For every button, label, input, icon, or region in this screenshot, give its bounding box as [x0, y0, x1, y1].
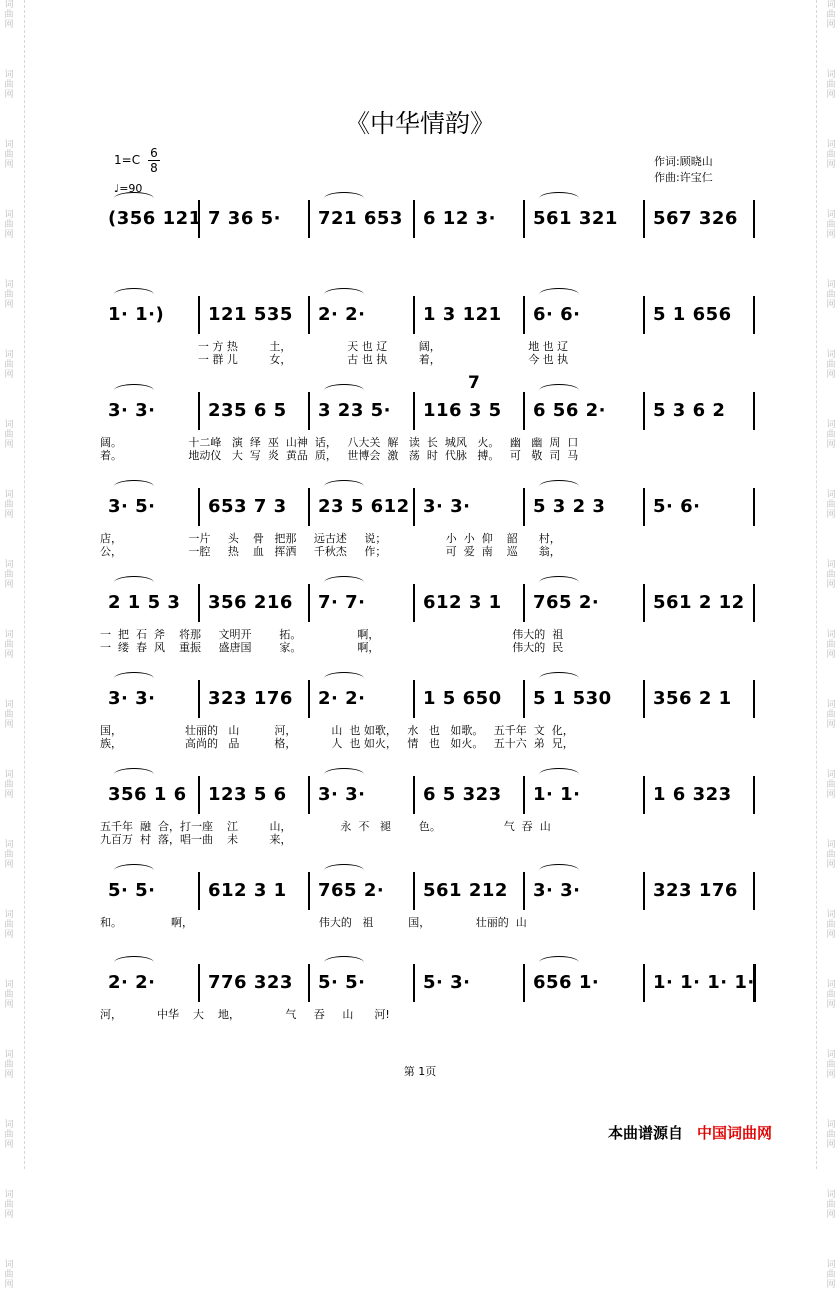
key-signature: 1=C — [114, 153, 141, 167]
slur-arc — [324, 956, 364, 969]
lyric-line: 和。 啊， 伟大的 祖 国， 壮丽的 山 — [100, 916, 527, 929]
time-signature — [148, 146, 160, 175]
slur-arc — [539, 192, 579, 205]
right-page-edge — [816, 0, 817, 1169]
slur-arc — [324, 864, 364, 877]
slur-arc — [114, 192, 154, 205]
measure-notes: 765 2· — [318, 880, 385, 901]
barline — [413, 776, 415, 814]
measure-notes: 1 5 650 — [423, 688, 502, 709]
barline — [753, 392, 755, 430]
slur-arc — [539, 480, 579, 493]
measure-notes: 2 1 5 3 — [108, 592, 181, 613]
watermark-left: 词 曲 网 词 曲 网 词 曲 网 词 曲 网 词 曲 网 词 曲 网 词 曲 网 词 曲 网 词 曲 网 词 曲 网 词 曲 网 词 曲 网 词 曲 网 词 曲 网 词 曲 网 词 曲 网 词 曲 网 词 曲 网 词 曲 网 — [4, 0, 14, 1290]
score-system — [100, 962, 755, 1042]
measure-notes: 3· 3· — [318, 784, 366, 805]
melody-line — [100, 774, 755, 814]
score-system — [100, 870, 755, 950]
measure-notes: 1· 1· — [533, 784, 581, 805]
barline — [523, 776, 525, 814]
barline — [198, 776, 200, 814]
barline — [643, 964, 645, 1002]
measure-notes: 2· 2· — [318, 304, 366, 325]
measure-notes: 5· 5· — [318, 972, 366, 993]
slur-arc — [324, 768, 364, 781]
score-system — [100, 582, 755, 662]
composer-credit: 作曲:许宝仁 — [654, 171, 713, 184]
melody-line — [100, 294, 755, 334]
measure-notes: 2· 2· — [108, 972, 156, 993]
measure-notes: 6 5 323 — [423, 784, 502, 805]
barline — [308, 584, 310, 622]
barline — [413, 200, 415, 238]
measure-notes: 612 3 1 — [208, 880, 287, 901]
measure-notes: 123 5 6 — [208, 784, 287, 805]
melody-line — [100, 486, 755, 526]
barline — [413, 872, 415, 910]
barline — [308, 296, 310, 334]
tempo-marking: ♩=90 — [114, 182, 143, 195]
score-system — [100, 390, 755, 470]
time-sig-bottom: 8 — [150, 161, 158, 175]
measure-notes: 3· 3· — [108, 688, 156, 709]
barline — [198, 964, 200, 1002]
barline — [753, 296, 755, 334]
measure-notes: 5· 6· — [653, 496, 701, 517]
barline — [523, 872, 525, 910]
barline — [308, 392, 310, 430]
measure-notes: 3· 5· — [108, 496, 156, 517]
measure-notes: 121 535 — [208, 304, 293, 325]
slur-arc — [539, 672, 579, 685]
score-system — [100, 678, 755, 758]
barline — [753, 200, 755, 238]
slur-arc — [539, 384, 579, 397]
barline — [413, 392, 415, 430]
barline — [198, 680, 200, 718]
measure-notes: 567 326 — [653, 208, 738, 229]
extra-mark-seven: 7 — [468, 373, 480, 393]
barline — [308, 872, 310, 910]
slur-arc — [114, 956, 154, 969]
slur-arc — [324, 576, 364, 589]
barline — [198, 872, 200, 910]
barline — [643, 200, 645, 238]
measure-notes: 561 321 — [533, 208, 618, 229]
source-site: 中国词曲网 — [697, 1124, 773, 1142]
melody-line — [100, 390, 755, 430]
lyric-line: 一 把 石 斧 将那 文明开 拓。 啊， 伟大的 祖 — [100, 628, 564, 641]
melody-line — [100, 198, 755, 238]
measure-notes: 776 323 — [208, 972, 293, 993]
measure-notes: 235 6 5 — [208, 400, 287, 421]
barline — [308, 964, 310, 1002]
lyricist-credit: 作词:顾晓山 — [654, 155, 713, 168]
barline — [753, 584, 755, 622]
measure-notes: 3· 3· — [423, 496, 471, 517]
barline — [643, 488, 645, 526]
slur-arc — [324, 192, 364, 205]
barline — [413, 488, 415, 526]
barline — [523, 200, 525, 238]
measure-notes: 6 56 2· — [533, 400, 606, 421]
barline — [523, 488, 525, 526]
barline — [643, 872, 645, 910]
barline — [643, 680, 645, 718]
lyric-line: 族， 高尚的 品 格， 人 也 如火， 情 也 如火。 五十六 弟 兄， — [100, 737, 574, 750]
barline — [643, 296, 645, 334]
slur-arc — [114, 576, 154, 589]
measure-notes: 5 1 530 — [533, 688, 612, 709]
measure-notes: 23 5 612 — [318, 496, 410, 517]
lyric-line: 店， 一片 头 骨 把那 远古述 说； 小 小 仰 韶 村， — [100, 532, 561, 545]
measure-notes: 6· 6· — [533, 304, 581, 325]
source-label: 本曲谱源自 — [608, 1124, 684, 1142]
measure-notes: 356 2 1 — [653, 688, 732, 709]
measure-notes: 7· 7· — [318, 592, 366, 613]
barline — [753, 680, 755, 718]
barline — [643, 584, 645, 622]
lyric-line: 一 缕 春 风 重振 盛唐国 家。 啊， 伟大的 民 — [100, 641, 564, 654]
measure-notes: 3· 3· — [108, 400, 156, 421]
measure-notes: 356 1 6 — [108, 784, 187, 805]
watermark-right: 词 曲 网 词 曲 网 词 曲 网 词 曲 网 词 曲 网 词 曲 网 词 曲 网 词 曲 网 词 曲 网 词 曲 网 词 曲 网 词 曲 网 词 曲 网 词 曲 网 词 曲 网 词 曲 网 词 曲 网 词 曲 网 词 曲 网 — [826, 0, 836, 1290]
slur-arc — [114, 288, 154, 301]
source-credit — [608, 1122, 772, 1143]
measure-notes: 765 2· — [533, 592, 600, 613]
slur-arc — [114, 768, 154, 781]
measure-notes: 5· 5· — [108, 880, 156, 901]
barline — [308, 776, 310, 814]
melody-line — [100, 678, 755, 718]
barline — [523, 296, 525, 334]
measure-notes: 653 7 3 — [208, 496, 287, 517]
lyric-line: 九百万 村 落，唱一曲 未 来， — [100, 833, 292, 846]
score-system — [100, 198, 755, 278]
barline — [523, 584, 525, 622]
barline — [753, 488, 755, 526]
left-page-edge — [24, 0, 25, 1169]
measure-notes: 7 36 5· — [208, 208, 281, 229]
score-system — [100, 294, 755, 374]
measure-notes: 323 176 — [208, 688, 293, 709]
melody-line — [100, 962, 755, 1002]
measure-notes: 561 212 — [423, 880, 508, 901]
lyric-line: 阔。 十二峰 演 绎 巫 山神 话， 八大关 解 读 长 城风 火。 幽 幽 周 口 — [100, 436, 579, 449]
measure-notes: 1 3 121 — [423, 304, 502, 325]
barline — [198, 488, 200, 526]
song-title: 《中华情韵》 — [344, 109, 495, 138]
slur-arc — [324, 480, 364, 493]
lyric-line: 河， 中华 大 地， 气 吞 山 河! — [100, 1008, 390, 1021]
barline — [753, 872, 755, 910]
slur-arc — [539, 576, 579, 589]
barline — [753, 776, 755, 814]
lyric-line: 一 群 儿 女， 古 也 执 着， 今 也 执 — [100, 353, 569, 366]
melody-line — [100, 870, 755, 910]
lyric-line: 着。 地动仪 大 写 炎 黄品 质， 世博会 激 荡 时 代脉 搏。 可 敬 司 马 — [100, 449, 579, 462]
measure-notes: 5· 3· — [423, 972, 471, 993]
barline — [523, 964, 525, 1002]
measure-notes: 1· 1· 1· 1· — [653, 972, 755, 993]
slur-arc — [539, 768, 579, 781]
slur-arc — [114, 864, 154, 877]
measure-notes: 1 6 323 — [653, 784, 732, 805]
barline — [413, 296, 415, 334]
measure-notes: 1· 1·) — [108, 304, 165, 325]
barline — [198, 392, 200, 430]
slur-arc — [324, 672, 364, 685]
measure-notes: 656 1· — [533, 972, 600, 993]
measure-notes: 2· 2· — [318, 688, 366, 709]
slur-arc — [539, 864, 579, 877]
measure-notes: 3 23 5· — [318, 400, 391, 421]
lyric-line: 一 方 热 土， 天 也 辽 阔， 地 也 辽 — [100, 340, 569, 353]
slur-arc — [324, 288, 364, 301]
measure-notes: 323 176 — [653, 880, 738, 901]
lyric-line: 五千年 融 合，打一座 江 山， 永 不 褪 色。 气 吞 山 — [100, 820, 551, 833]
slur-arc — [539, 288, 579, 301]
barline — [523, 392, 525, 430]
measure-notes: 3· 3· — [533, 880, 581, 901]
measure-notes: 612 3 1 — [423, 592, 502, 613]
measure-notes: 356 216 — [208, 592, 293, 613]
barline — [413, 584, 415, 622]
measure-notes: 561 2 12 — [653, 592, 745, 613]
barline — [413, 964, 415, 1002]
slur-arc — [539, 956, 579, 969]
barline — [523, 680, 525, 718]
measure-notes: 5 3 2 3 — [533, 496, 606, 517]
slur-arc — [324, 384, 364, 397]
barline — [308, 200, 310, 238]
slur-arc — [114, 480, 154, 493]
measure-notes: (356 121 — [108, 208, 202, 229]
barline — [413, 680, 415, 718]
barline — [643, 392, 645, 430]
score-system — [100, 486, 755, 566]
measure-notes: 116 3 5 — [423, 400, 502, 421]
measure-notes: 5 3 6 2 — [653, 400, 726, 421]
slur-arc — [114, 672, 154, 685]
measure-notes: 721 653 — [318, 208, 403, 229]
measure-notes: 6 12 3· — [423, 208, 496, 229]
score-system — [100, 774, 755, 854]
barline — [308, 680, 310, 718]
barline — [198, 584, 200, 622]
page-number: 第 1页 — [403, 1065, 437, 1078]
measure-notes: 5 1 656 — [653, 304, 732, 325]
lyric-line: 公， 一腔 热 血 挥洒 千秋杰 作； 可 爱 南 巡 翁， — [100, 545, 561, 558]
melody-line — [100, 582, 755, 622]
barline — [643, 776, 645, 814]
time-sig-top: 6 — [150, 146, 158, 160]
barline — [198, 296, 200, 334]
barline — [308, 488, 310, 526]
slur-arc — [114, 384, 154, 397]
lyric-line: 国， 壮丽的 山 河， 山 也 如歌， 水 也 如歌。 五千年 文 化， — [100, 724, 574, 737]
